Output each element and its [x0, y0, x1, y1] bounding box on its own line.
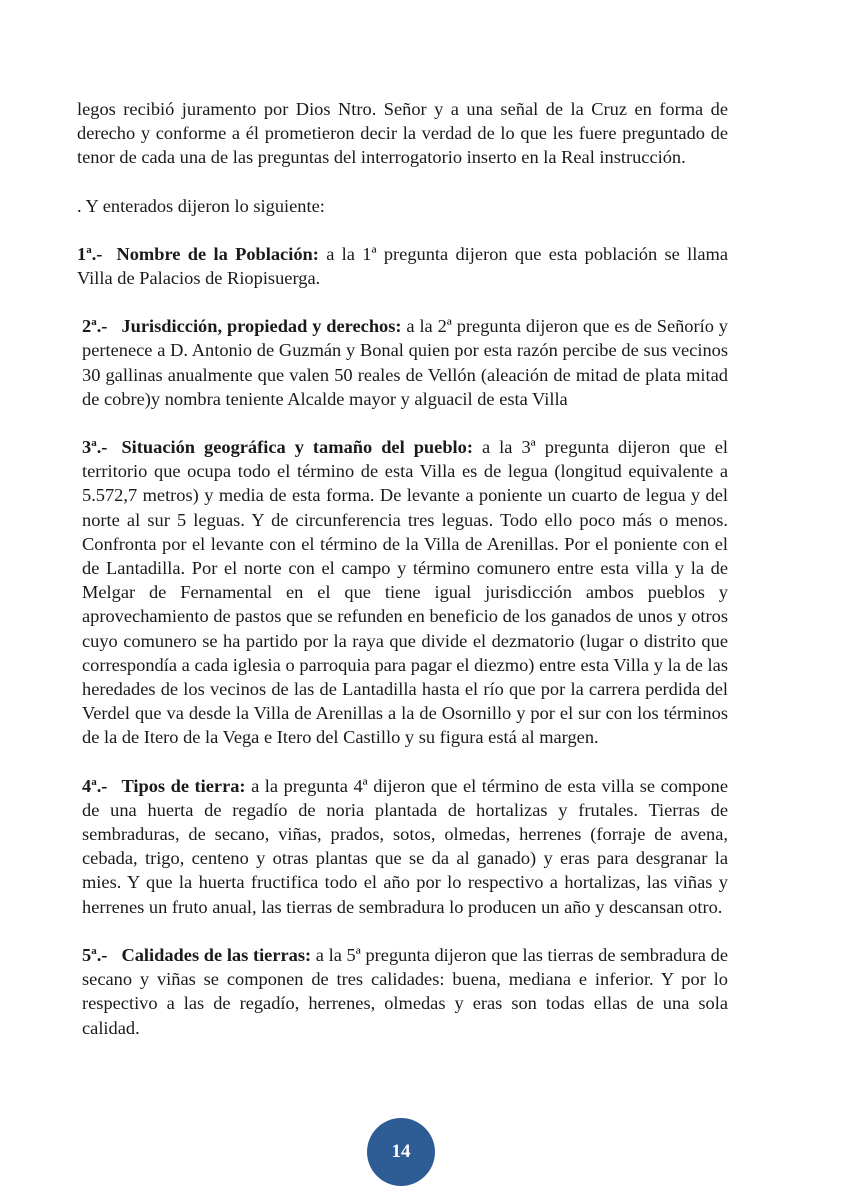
section-number: 3$^a$.- [82, 436, 108, 458]
section-text: a la 2ª pregunta dijeron que es de Señorío y pertenece a D. Antonio de Guzmán y Bonal quien por esta razón percibe de sus vecinos 30 gallinas anualmente que valen 50 reales de Vellón (aleación de mitad de plata mitad de cobre)y nombra teniente Alcalde mayor y alguacil de esta Villa [82, 316, 728, 409]
section-heading: Situación geográfica y tamaño del pueblo: [121, 437, 473, 458]
page-number: 14 [391, 1141, 411, 1162]
section-4 [77, 774, 728, 919]
section-number: 5$^a$.- [82, 944, 108, 965]
section-heading: Calidades de las tierras: [121, 944, 312, 965]
section-1 [77, 242, 728, 290]
section-number: 1$^a$.- [77, 243, 103, 264]
section-text: a la 5ª pregunta dijeron que las tierras de sembradura de secano y viñas se componen de tres calidades: buena, mediana e inferior. Y por lo respectivo a las de regadío, herrenes, olmedas y eras son todas ellas de una sola calidad. [82, 944, 728, 1038]
section-heading: Nombre de la Población: [116, 243, 319, 264]
section-heading: Jurisdicción, propiedad y derechos: [121, 316, 402, 337]
page-number-badge [367, 1118, 435, 1186]
intro-paragraph: legos recibió juramento por Dios Ntro. Señor y a una señal de la Cruz en forma de derecho y conforme a él prometieron decir la verdad de lo que les fuere preguntado de tenor de cada una de las preguntas del interrogatorio inserto en la Real instrucción. [77, 99, 728, 168]
enterados-paragraph: . Y enterados dijeron lo siguiente: [77, 195, 325, 216]
section-text: a la pregunta 4ª dijeron que el término de esta villa se compone de una huerta de regadío de noria plantada de hortalizas y frutales. Tierras de sembraduras, de secano, viñas, prados, sotos, olmedas, herrenes (forraje de avena, cebada, trigo, centeno y otras plantas que se da al ganado) y eras para desgranar la mies. Y que la huerta fructifica todo el año por lo respectivo a hortalizas, las viñas y herrenes un fruto anual, las tierras de sembradura lo producen un año y descansan otro. [82, 775, 728, 917]
section-5 [77, 943, 728, 1040]
section-text: a la 3ª pregunta dijeron que el territorio que ocupa todo el término de esta Villa es de legua (longitud equivalente a 5.572,7 metros) y media de esta forma. De levante a poniente un cuarto de legua y del norte al sur 5 leguas. Y de circunferencia tres leguas. Todo ello poco más o menos. Confronta por el levante con el término de la Villa de Arenillas. Por el poniente con el de Lantadilla. Por el norte con el campo y término comunero entre esta villa y la de Melgar de Fernamental en el que tiene igual jurisdicción ambos pueblos y aprovechamiento de pastos que se refunden en beneficio de los ganados de unos y otros cuyo comunero se ha partido por la raya que divide el dezmatorio (lugar o distrito que correspondía a cada iglesia o parroquia para pagar el diezmo) entre esta Villa y la de las heredades de los vecinos de las de Lantadilla hasta el río que por la carrera perdida del Verdel que va desde la Villa de Arenillas a la de Osornillo y por el sur con los términos de la de Itero de la Vega e Itero del Castillo y su figura está al margen. [82, 437, 728, 748]
section-text: a la 1ª pregunta dijeron que esta población se llama Villa de Palacios de Riopisuerga. [77, 243, 728, 289]
section-heading: Tipos de tierra: [121, 775, 246, 796]
section-3 [77, 435, 728, 750]
section-number: 4$^a$.- [82, 775, 108, 796]
document-page [77, 97, 728, 1040]
section-2 [77, 314, 728, 411]
section-number: 2$^a$.- [82, 316, 108, 337]
